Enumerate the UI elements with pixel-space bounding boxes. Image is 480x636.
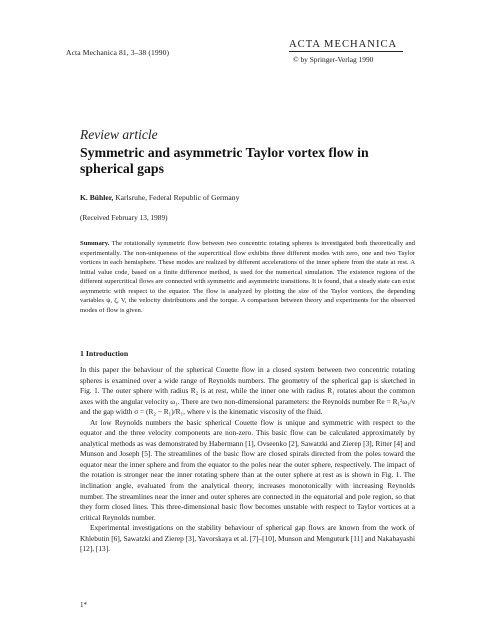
received-date: (Received February 13, 1989) (80, 213, 168, 222)
journal-reference: Acta Mechanica 81, 3–38 (1990) (66, 48, 170, 57)
copyright-notice: © by Springer-Verlag 1990 (293, 55, 374, 64)
publisher-block (289, 39, 403, 64)
body-paragraph: In this paper the behaviour of the spherical Couette flow in a closed system between two concentric rotating spheres is examined over a wide range of Reynolds numbers. The geometry of the spherical gap is sketched in Fig. 1. The outer sphere with radius R₂ is at rest, while the inner one with radius R₁ rotates about the common axes with the angular velocity ω₁. There are two non-dimensional parameters: the Reynolds number Re = R₁²ω₁/ν and the gap width σ = (R₂ − R₁)/R₁, where ν is the kinematic viscosity of the fluid. (80, 365, 415, 417)
article-title: Symmetric and asymmetric Taylor vortex flow in spherical gaps (80, 145, 369, 176)
introduction-body (80, 365, 415, 555)
body-paragraph: At low Reynolds numbers the basic spherical Couette flow is unique and symmetric with respect to the equator and the three velocity components are non-zero. This basic flow can be calculated approximately by analytical methods as was demonstrated by Habermann [1], Ovseenko [2], Sawatzki and Zierep [3], Ritter [4] and Munson and Joseph [5]. The streamlines of the basic flow are closed spirals directed from the poles toward the equator near the inner sphere and from the equator to the poles near the outer sphere, respectively. The impact of the rotation is stronger near the inner rotating sphere than at the outer sphere at rest as is shown in Fig. 1. The inclination angle, evaluated from the analytical theory, increases monotonically with increasing Reynolds number. The streamlines near the inner and outer spheres are connected in the equatorial and pole region, so that they form closed lines. This three-dimensional basic flow becomes unstable with respect to Taylor vortices at a critical Reynolds number. (80, 417, 415, 522)
article-type-label: Review article (80, 127, 158, 142)
summary-block (80, 239, 415, 315)
author-name: K. Bühler, (80, 193, 114, 202)
summary-text: The rotationally symmetric flow between two concentric rotating spheres is investigated both theoretically and experimentally. The non-uniqueness of the supercritical flow exhibits three different modes with zero, one and two Taylor vortices in each hemisphere. These modes are realized by different accelerations of the inner sphere from the state at rest. A initial value code, based on a finite difference method, is used for the numerical simulation. The existence regions of the different supercritical flows are connected with symmetric and asymmetric transitions. It is found, that a steady state can exist asymmetric with respect to the equator. The flow is analyzed by plotting the size of the Taylor vortices, the depending variables ψ, ζ, V, the velocity distributions and the torque. A comparison between theory and experiments for the observed modes of flow is given. (80, 240, 415, 314)
body-paragraph: Experimental investigations on the stability behaviour of spherical gap flows are known from the work of Khlebutin [6], Sawatzki and Zierep [3], Yavorskaya et al. [7]–[10], Munson and Menguturk [11] and Nakabayashi [12], [13]. (80, 523, 416, 554)
journal-name: ACTA MECHANICA (289, 39, 403, 52)
section-heading-introduction: 1 Introduction (80, 349, 129, 358)
summary-label: Summary. (80, 240, 110, 247)
author-affiliation: Karlsruhe, Federal Republic of Germany (115, 193, 240, 202)
page-footer-mark: 1* (80, 601, 87, 609)
author-line (80, 193, 239, 202)
